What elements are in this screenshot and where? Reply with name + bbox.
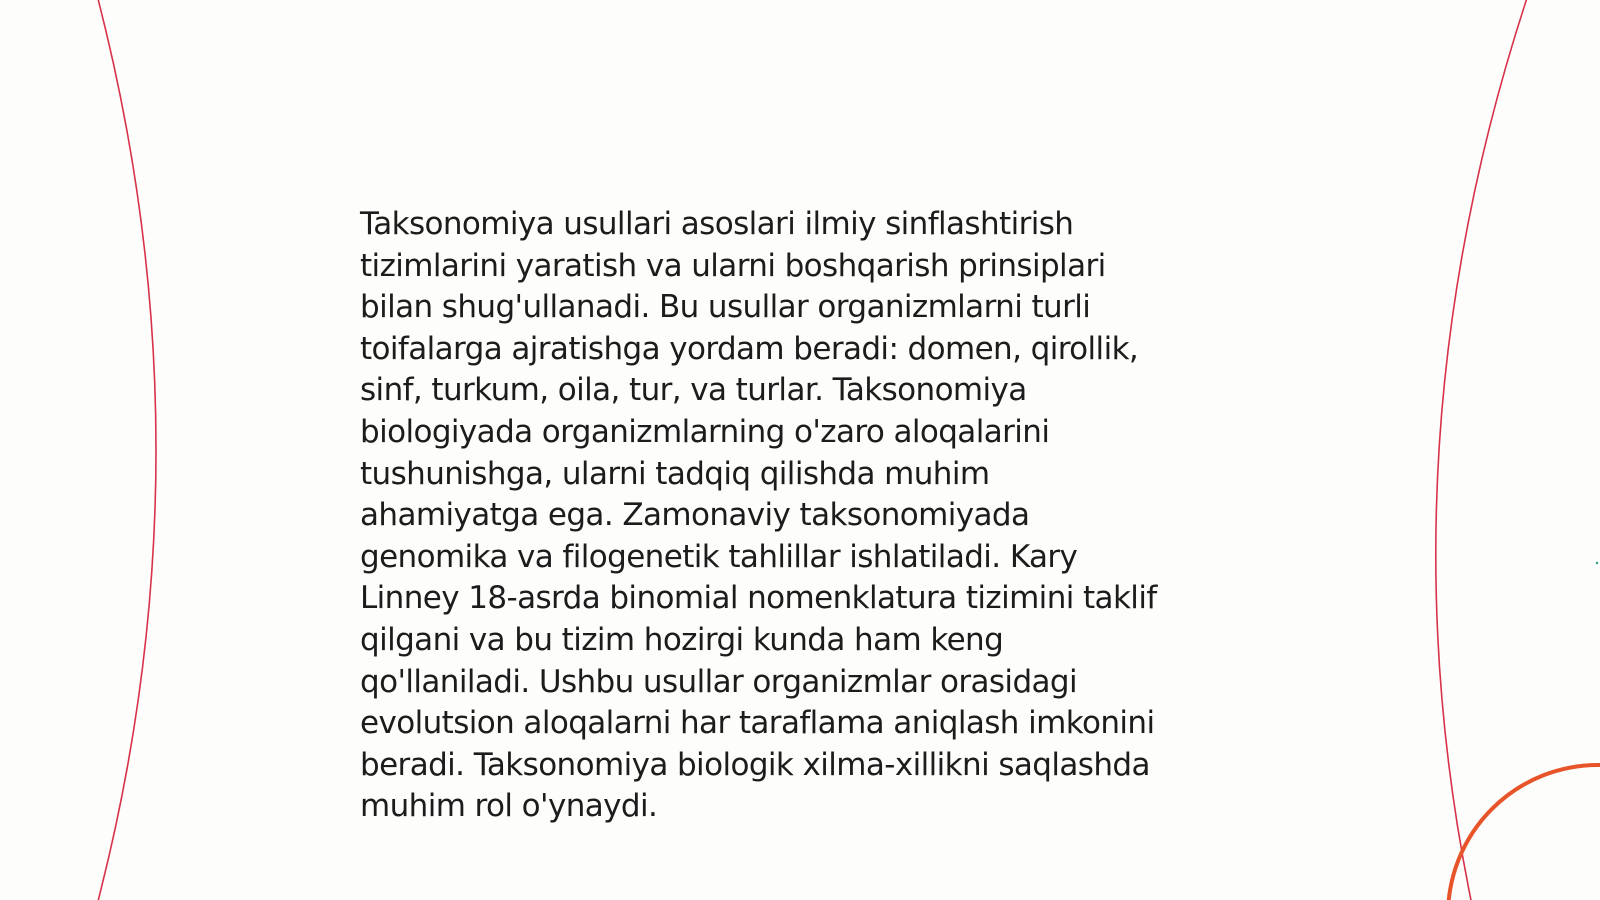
body-line: tizimlarini yaratish va ularni boshqarish prinsiplari xyxy=(360,247,1106,284)
body-line: evolutsion aloqalarni har taraflama aniqlash imkonini xyxy=(360,705,1155,742)
body-line: toifalarga ajratishga yordam beradi: domen, qirollik, xyxy=(360,330,1139,367)
body-paragraph xyxy=(360,204,1240,828)
body-line: qo'llaniladi. Ushbu usullar organizmlar orasidagi xyxy=(360,663,1078,700)
body-line: biologiyada organizmlarning o'zaro aloqalarini xyxy=(360,413,1050,450)
left-arc-line xyxy=(97,0,156,900)
body-line: ahamiyatga ega. Zamonaviy taksonomiyada xyxy=(360,497,1030,534)
accent-dot xyxy=(1596,562,1598,564)
orange-accent-circle xyxy=(1448,765,1600,900)
body-line: tushunishga, ularni tadqiq qilishda muhim xyxy=(360,455,990,492)
body-line: qilgani va bu tizim hozirgi kunda ham keng xyxy=(360,621,1004,658)
body-line: bilan shug'ullanadi. Bu usullar organizmlarni turli xyxy=(360,289,1091,326)
body-line: beradi. Taksonomiya biologik xilma-xillikni saqlashda xyxy=(360,746,1150,783)
right-arc-line xyxy=(1436,0,1528,900)
body-line: Taksonomiya usullari asoslari ilmiy sinflashtirish xyxy=(360,206,1074,242)
body-line: sinf, turkum, oila, tur, va turlar. Taksonomiya xyxy=(360,372,1027,409)
body-line: genomika va filogenetik tahlillar ishlatiladi. Kary xyxy=(360,538,1078,575)
body-line: muhim rol o'ynaydi. xyxy=(360,788,658,825)
body-line: Linney 18-asrda binomial nomenklatura tizimini taklif xyxy=(360,580,1157,617)
